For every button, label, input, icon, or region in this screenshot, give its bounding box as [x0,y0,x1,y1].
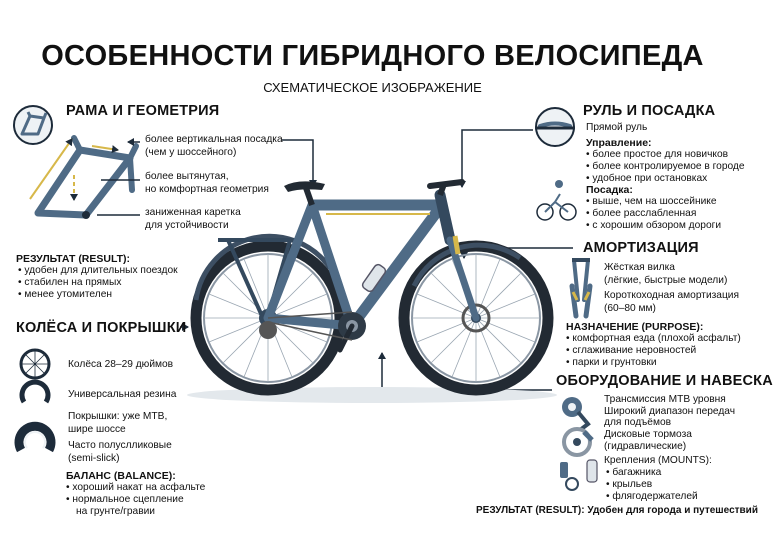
frame-result-heading: РЕЗУЛЬТАТ (RESULT): [16,253,131,265]
rigid-fork-line-1: Жёсткая вилка [604,262,675,273]
tires-line-1: Покрышки: уже МТВ, [68,411,168,422]
drivetrain-line: для подъёмов [604,417,672,428]
wheel-size-text: Колёса 28–29 дюймов [68,359,174,370]
mounts-heading: Крепления (MOUNTS): [604,455,712,466]
handlebar-heading: РУЛЬ И ПОСАДКА [583,103,716,119]
control-item: • более простое для новичков [586,149,745,161]
derailleur-icon [562,397,588,430]
control-heading: Управление: [586,137,652,149]
mounts-icon [560,460,597,490]
frame-note-3-line-1: заниженная каретка [145,207,241,218]
rubber-text: Универсальная резина [68,389,177,400]
frame-heading: РАМА И ГЕОМЕТРИЯ [66,103,220,119]
wheels-heading: КОЛЁСА И ПОКРЫШКИ [16,320,187,336]
short-travel-line-2: (60–80 мм) [604,302,656,314]
rigid-fork-text [604,262,727,287]
brakes-text [604,429,692,452]
footer-result: РЕЗУЛЬТАТ (RESULT): Удобен для города и путешествий [476,505,758,516]
arrow-handlebar [462,130,533,187]
tread-icon [22,382,48,402]
short-travel-text [604,290,739,315]
frame-note-2-line-2: но комфортная геометрия [145,183,269,195]
purpose-item: • парки и грунтовки [566,357,741,369]
posture-item: • с хорошим обзором дороги [586,220,721,232]
frame-note-2-line-1: более вытянутая, [145,171,229,182]
frame-note-1-line-1: более вертикальная посадка [145,134,283,145]
purpose-item: • комфортная езда (плохой асфальт) [566,333,741,345]
brakes-line: Дисковые тормоза [604,429,692,440]
tire-profile-icon [19,426,51,450]
posture-item: • выше, чем на шоссейнике [586,196,721,208]
tires-line-2: шире шоссе [68,423,126,435]
bar-type-text: Прямой руль [586,122,648,133]
mounts-item: • крыльев [606,479,698,491]
posture-heading: Посадка: [586,184,633,196]
posture-list [586,196,721,232]
slick-line-2: (semi-slick) [68,452,120,464]
drivetrain-line: Трансмиссия МТВ уровня [604,394,726,405]
balance-item: • хороший накат на асфальте [66,482,205,494]
disc-brake-icon [564,429,592,455]
frame-note-2 [145,171,269,196]
bicycle-illustration [187,181,557,403]
frame-result-item: • менее утомителен [18,289,178,301]
posture-item: • более расслабленная [586,208,721,220]
drivetrain-line: Широкий диапазон передач [604,405,736,417]
frame-result-item: • удобен для длительных поездок [18,265,178,277]
mounts-item: • флягодержателей [606,491,698,503]
wheel-size-icon [21,350,49,378]
arrow-saddle [282,140,313,186]
suspension-fork-icon [572,286,590,316]
short-travel-line-1: Короткоходная амортизация [604,290,740,301]
equipment-heading: ОБОРУДОВАНИЕ И НАВЕСКА [556,373,773,389]
frame-note-3 [145,207,241,232]
slick-line-1: Часто полуслликовые [68,440,172,451]
frame-note-1-line-2: (чем у шоссейного) [145,146,237,158]
mounts-item: • багажника [606,467,698,479]
tires-text [68,411,167,436]
mounts-list [606,467,698,503]
page-subtitle: СХЕМАТИЧЕСКОЕ ИЗОБРАЖЕНИЕ [263,80,482,95]
rigid-fork-line-2: (лёгкие, быстрые модели) [604,274,728,286]
control-item: • удобное при остановках [586,173,745,185]
balance-heading: БАЛАНС (BALANCE): [66,470,176,482]
drivetrain-text [604,394,735,429]
page-title: ОСОБЕННОСТИ ГИБРИДНОГО ВЕЛОСИПЕДА [41,40,704,72]
balance-list [66,482,205,506]
suspension-heading: АМОРТИЗАЦИЯ [583,240,699,256]
frame-geometry-diagram [30,138,136,219]
slick-text [68,440,172,465]
control-item: • более контролируемое в городе [586,161,745,173]
purpose-item: • сглаживание неровностей [566,345,741,357]
frame-icon [14,106,52,144]
balance-item: • нормальное сцепление [66,494,205,506]
cyclist-icon [537,180,576,220]
balance-item-continuation: на грунте/гравии [76,506,155,517]
brakes-line: (гидравлические) [604,440,687,452]
frame-note-3-line-2: для устойчивости [145,219,229,231]
purpose-list [566,333,741,369]
frame-note-1 [145,134,283,159]
control-list [586,149,745,185]
frame-result-item: • стабилен на прямых [18,277,178,289]
frame-result-list [18,265,178,301]
purpose-heading: НАЗНАЧЕНИЕ (PURPOSE): [566,321,704,333]
